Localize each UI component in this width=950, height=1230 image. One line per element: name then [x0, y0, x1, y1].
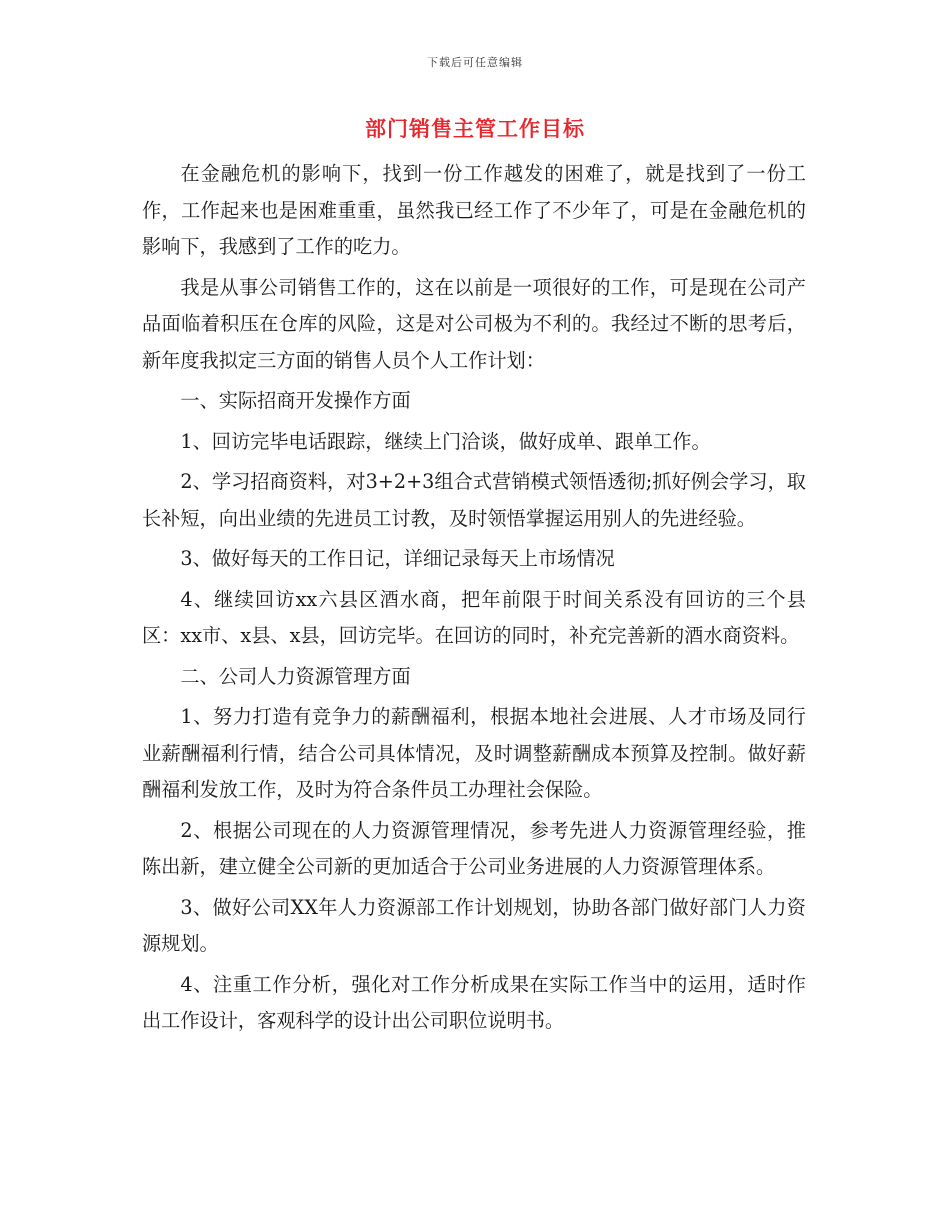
header-note: 下载后可任意编辑	[427, 56, 523, 69]
paragraph-intro-1: 在金融危机的影响下，找到一份工作越发的困难了，就是找到了一份工作，工作起来也是困难重重，虽然我已经工作了不少年了，可是在金融危机的影响下，我感到了工作的吃力。	[142, 162, 806, 258]
list-item: 1、回访完毕电话跟踪，继续上门洽谈，做好成单、跟单工作。	[180, 429, 711, 453]
list-item: 2、根据公司现在的人力资源管理情况，参考先进人力资源管理经验，推陈出新，建立健全公司新的更加适合于公司业务进展的人力资源管理体系。	[142, 818, 806, 878]
document-body	[142, 156, 806, 1044]
list-item: 3、做好每天的工作日记，详细记录每天上市场情况	[180, 547, 615, 570]
list-item: 4、注重工作分析，强化对工作分析成果在实际工作当中的运用，适时作出工作设计，客观科学的设计出公司职位说明书。	[142, 972, 806, 1032]
list-item: 2、学习招商资料，对3+2+3组合式营销模式领悟透彻;抓好例会学习，取长补短，向出业绩的先进员工讨教，及时领悟掌握运用别人的先进经验。	[142, 470, 806, 530]
section-heading-2: 二、公司人力资源管理方面	[180, 664, 411, 688]
list-item: 3、做好公司XX年人力资源部工作计划规划，协助各部门做好部门人力资源规划。	[142, 895, 806, 955]
list-item: 1、努力打造有竞争力的薪酬福利，根据本地社会进展、人才市场及同行业薪酬福利行情，结合公司具体情况，及时调整薪酬成本预算及控制。做好薪酬福利发放工作，及时为符合条件员工办理社会保险。	[142, 705, 806, 801]
section-heading-1: 一、实际招商开发操作方面	[180, 389, 411, 412]
list-item: 4、继续回访xx六县区酒水商，把年前限于时间关系没有回访的三个县区：xx市、x县、x县，回访完毕。在回访的同时，补充完善新的酒水商资料。	[142, 587, 806, 647]
paragraph-intro-2: 我是从事公司销售工作的，这在以前是一项很好的工作，可是现在公司产品面临着积压在仓库的风险，这是对公司极为不利的。我经过不断的思考后，新年度我拟定三方面的销售人员个人工作计划：	[142, 275, 806, 372]
document-title: 部门销售主管工作目标	[365, 116, 585, 141]
